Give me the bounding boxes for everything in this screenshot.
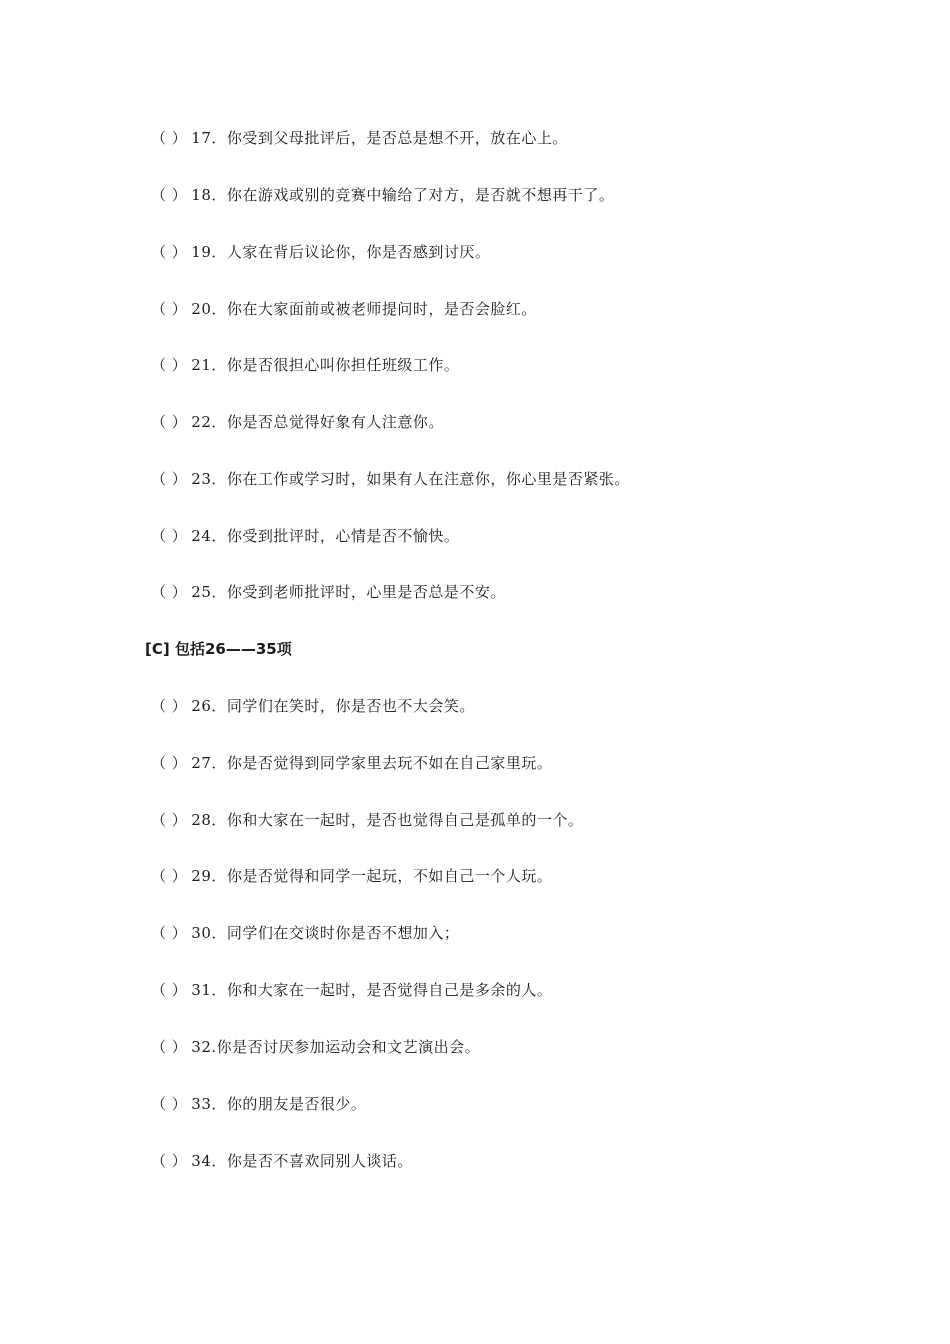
question-text: 30．同学们在交谈时你是否不想加入； xyxy=(191,924,460,942)
answer-blank: （ ） xyxy=(151,924,188,942)
question-27 xyxy=(151,753,552,773)
question-18 xyxy=(151,185,614,205)
question-34 xyxy=(151,1151,413,1171)
answer-blank: （ ） xyxy=(151,129,188,147)
answer-blank: （ ） xyxy=(151,867,188,885)
question-30 xyxy=(151,923,459,943)
question-25 xyxy=(151,582,506,602)
question-22 xyxy=(151,412,444,432)
answer-blank: （ ） xyxy=(151,413,188,431)
answer-blank: （ ） xyxy=(151,1095,188,1113)
answer-blank: （ ） xyxy=(151,754,188,772)
answer-blank: （ ） xyxy=(151,356,188,374)
question-29 xyxy=(151,866,552,886)
answer-blank: （ ） xyxy=(151,1152,188,1170)
question-text: 26．同学们在笑时，你是否也不大会笑。 xyxy=(191,697,475,715)
section-c-heading: [C] 包括26——35项 xyxy=(145,640,292,658)
question-text: 27．你是否觉得到同学家里去玩不如在自己家里玩。 xyxy=(191,754,553,772)
question-19 xyxy=(151,242,490,262)
answer-blank: （ ） xyxy=(151,697,188,715)
question-text: 31．你和大家在一起时，是否觉得自己是多余的人。 xyxy=(191,981,553,999)
question-17 xyxy=(151,128,568,148)
question-33 xyxy=(151,1094,366,1114)
answer-blank: （ ） xyxy=(151,583,188,601)
answer-blank: （ ） xyxy=(151,300,188,318)
question-text: 18．你在游戏或别的竞赛中输给了对方，是否就不想再干了。 xyxy=(191,186,615,204)
question-text: 23．你在工作或学习时，如果有人在注意你，你心里是否紧张。 xyxy=(191,470,630,488)
answer-blank: （ ） xyxy=(151,811,188,829)
question-text: 19．人家在背后议论你，你是否感到讨厌。 xyxy=(191,243,491,261)
question-text: 20．你在大家面前或被老师提问时，是否会脸红。 xyxy=(191,300,537,318)
answer-blank: （ ） xyxy=(151,1038,188,1056)
question-text: 32.你是否讨厌参加运动会和文艺演出会。 xyxy=(191,1038,481,1056)
question-20 xyxy=(151,299,537,319)
answer-blank: （ ） xyxy=(151,470,188,488)
question-23 xyxy=(151,469,630,489)
question-32 xyxy=(151,1037,480,1057)
question-31 xyxy=(151,980,552,1000)
question-text: 21．你是否很担心叫你担任班级工作。 xyxy=(191,356,460,374)
answer-blank: （ ） xyxy=(151,981,188,999)
question-text: 17．你受到父母批评后，是否总是想不开，放在心上。 xyxy=(191,129,568,147)
answer-blank: （ ） xyxy=(151,186,188,204)
question-28 xyxy=(151,810,583,830)
question-24 xyxy=(151,526,459,546)
question-26 xyxy=(151,696,475,716)
answer-blank: （ ） xyxy=(151,527,188,545)
question-text: 25．你受到老师批评时，心里是否总是不安。 xyxy=(191,583,506,601)
answer-blank: （ ） xyxy=(151,243,188,261)
question-text: 28．你和大家在一起时，是否也觉得自己是孤单的一个。 xyxy=(191,811,584,829)
question-text: 33．你的朋友是否很少。 xyxy=(191,1095,367,1113)
question-text: 24．你受到批评时，心情是否不愉快。 xyxy=(191,527,460,545)
question-text: 34．你是否不喜欢同别人谈话。 xyxy=(191,1152,413,1170)
question-21 xyxy=(151,355,459,375)
question-text: 29．你是否觉得和同学一起玩，不如自己一个人玩。 xyxy=(191,867,553,885)
question-text: 22．你是否总觉得好象有人注意你。 xyxy=(191,413,444,431)
